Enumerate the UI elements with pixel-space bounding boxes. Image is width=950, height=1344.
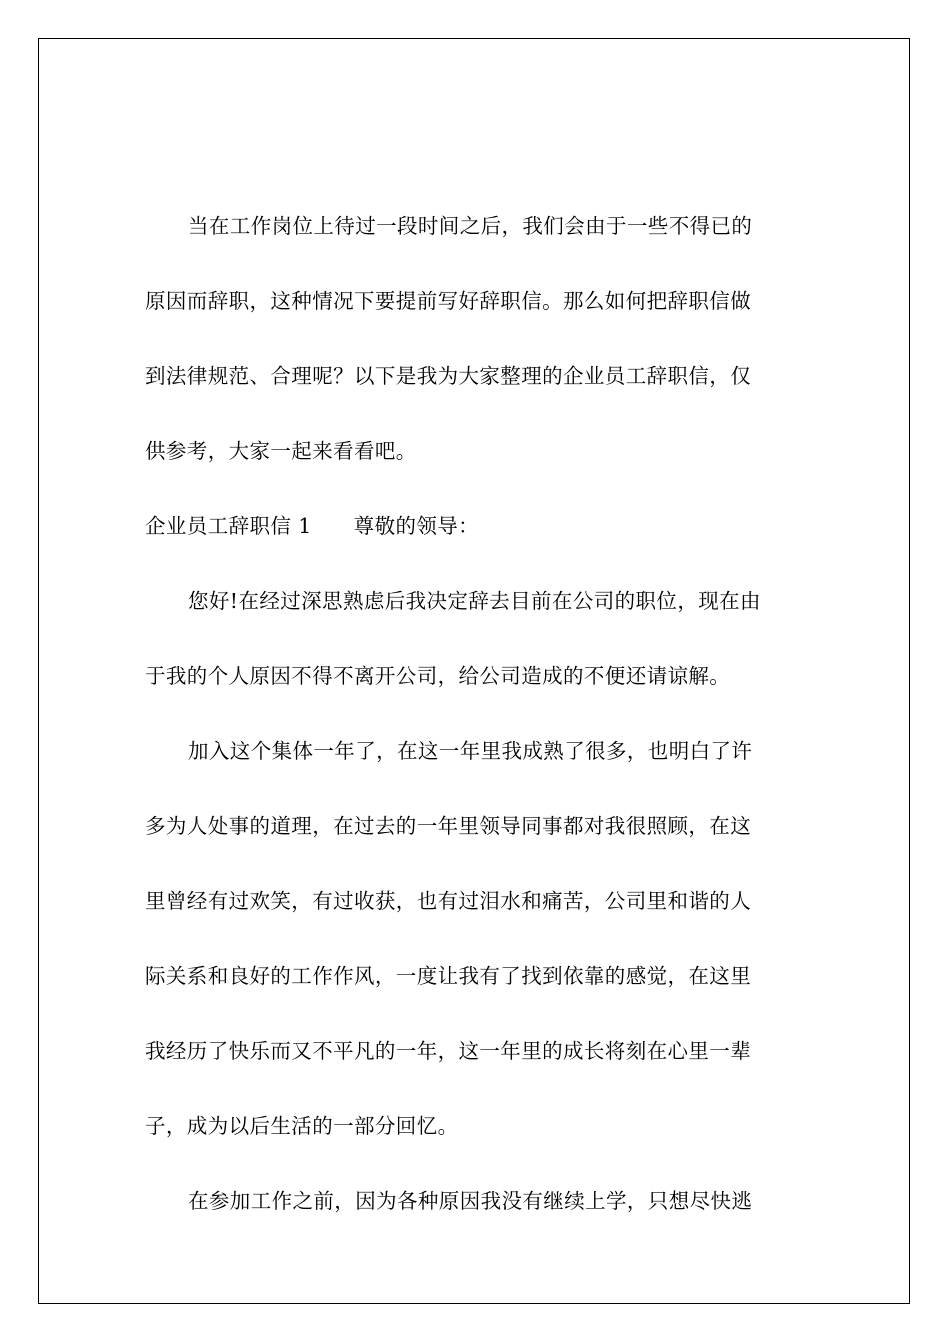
paragraph2-line-6: 子，成为以后生活的一部分回忆。 xyxy=(145,1114,459,1138)
paragraph2-line-5: 我经历了快乐而又不平凡的一年，这一年里的成长将刻在心里一辈 xyxy=(145,1039,752,1063)
paragraph1-line-1: 您好!在经过深思熟虑后我决定辞去目前在公司的职位，现在由 xyxy=(188,589,761,613)
intro-line-1: 当在工作岗位上待过一段时间之后，我们会由于一些不得已的 xyxy=(188,214,753,238)
paragraph2-line-4: 际关系和良好的工作作风，一度让我有了找到依靠的感觉，在这里 xyxy=(145,964,752,988)
salutation: 尊敬的领导： xyxy=(353,514,480,538)
letter-heading xyxy=(145,512,815,540)
paragraph1-line-2: 于我的个人原因不得不离开公司，给公司造成的不便还请谅解。 xyxy=(145,664,731,688)
paragraph2-line-3: 里曾经有过欢笑，有过收获，也有过泪水和痛苦，公司里和谐的人 xyxy=(145,889,752,913)
paragraph2-line-1: 加入这个集体一年了，在这一年里我成熟了很多，也明白了许 xyxy=(188,739,753,763)
intro-line-4: 供参考，大家一起来看看吧。 xyxy=(145,439,417,463)
paragraph3-line-1: 在参加工作之前，因为各种原因我没有继续上学，只想尽快逃 xyxy=(188,1189,753,1213)
intro-line-2: 原因而辞职，这种情况下要提前写好辞职信。那么如何把辞职信做 xyxy=(145,289,752,313)
intro-line-3: 到法律规范、合理呢？以下是我为大家整理的企业员工辞职信，仅 xyxy=(145,364,752,388)
paragraph2-line-2: 多为人处事的道理，在过去的一年里领导同事都对我很照顾，在这 xyxy=(145,814,752,838)
letter-title: 企业员工辞职信 1 xyxy=(145,514,312,538)
